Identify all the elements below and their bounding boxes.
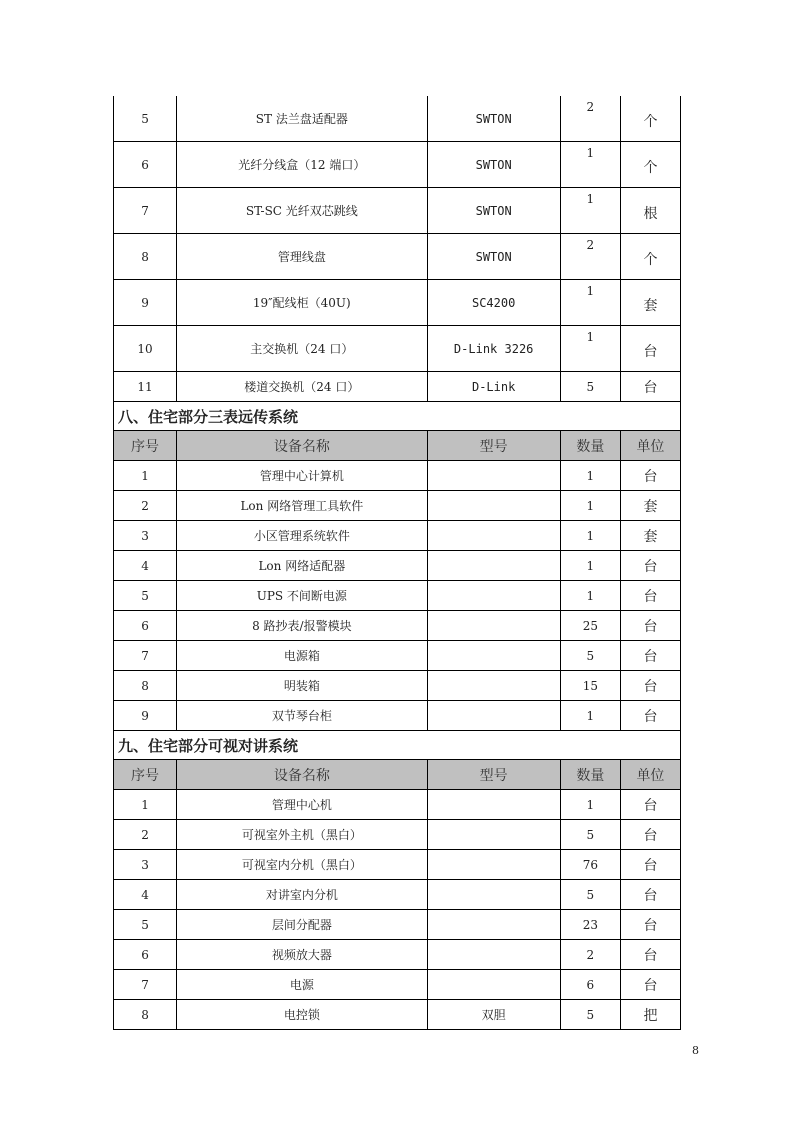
unit: 台 (620, 880, 680, 910)
table-row (114, 142, 681, 188)
unit: 台 (620, 372, 680, 402)
quantity: 1 (560, 790, 620, 820)
quantity: 1 (560, 581, 620, 611)
equipment-name: 视频放大器 (177, 940, 427, 970)
unit: 台 (620, 701, 680, 731)
column-header-no: 序号 (114, 760, 177, 790)
column-header-no: 序号 (114, 431, 177, 461)
quantity: 1 (560, 521, 620, 551)
unit: 台 (620, 611, 680, 641)
model: D-Link 3226 (427, 326, 560, 372)
unit: 台 (620, 551, 680, 581)
equipment-name: 对讲室内分机 (177, 880, 427, 910)
model (427, 641, 560, 671)
table-row (114, 611, 681, 641)
table-row (114, 820, 681, 850)
unit: 台 (620, 790, 680, 820)
equipment-name: 可视室外主机（黑白） (177, 820, 427, 850)
column-header-qty: 数量 (560, 760, 620, 790)
quantity: 1 (560, 142, 620, 188)
unit: 个 (620, 234, 680, 280)
unit: 台 (620, 820, 680, 850)
table-header-row (114, 760, 681, 790)
equipment-name: 电控锁 (177, 1000, 427, 1030)
table-row (114, 234, 681, 280)
column-header-unit: 单位 (620, 760, 680, 790)
row-number: 4 (114, 880, 177, 910)
model (427, 461, 560, 491)
equipment-name: 管理中心计算机 (177, 461, 427, 491)
table-header-row (114, 431, 681, 461)
model: 双胆 (427, 1000, 560, 1030)
unit: 套 (620, 491, 680, 521)
table-row (114, 491, 681, 521)
row-number: 5 (114, 96, 177, 142)
row-number: 6 (114, 611, 177, 641)
quantity: 25 (560, 611, 620, 641)
quantity: 23 (560, 910, 620, 940)
unit: 台 (620, 326, 680, 372)
model (427, 551, 560, 581)
row-number: 5 (114, 910, 177, 940)
row-number: 7 (114, 641, 177, 671)
row-number: 8 (114, 234, 177, 280)
equipment-name: 层间分配器 (177, 910, 427, 940)
row-number: 11 (114, 372, 177, 402)
table-row (114, 701, 681, 731)
quantity: 5 (560, 1000, 620, 1030)
table-row (114, 641, 681, 671)
unit: 台 (620, 970, 680, 1000)
table-row (114, 880, 681, 910)
quantity: 1 (560, 701, 620, 731)
table-row (114, 671, 681, 701)
row-number: 5 (114, 581, 177, 611)
quantity: 1 (560, 326, 620, 372)
quantity: 5 (560, 372, 620, 402)
row-number: 3 (114, 850, 177, 880)
column-header-model: 型号 (427, 760, 560, 790)
unit: 台 (620, 940, 680, 970)
model: SC4200 (427, 280, 560, 326)
column-header-name: 设备名称 (177, 760, 427, 790)
model (427, 910, 560, 940)
quantity: 5 (560, 820, 620, 850)
equipment-name: ST 法兰盘适配器 (177, 96, 427, 142)
row-number: 1 (114, 461, 177, 491)
equipment-name: 管理线盘 (177, 234, 427, 280)
table-row (114, 326, 681, 372)
model: SWTON (427, 96, 560, 142)
equipment-name: 电源 (177, 970, 427, 1000)
table-row (114, 970, 681, 1000)
model: SWTON (427, 142, 560, 188)
quantity: 2 (560, 940, 620, 970)
page-number: 8 (692, 1044, 699, 1057)
table-row (114, 461, 681, 491)
table-row (114, 96, 681, 142)
unit: 个 (620, 142, 680, 188)
equipment-name: 8 路抄表/报警模块 (177, 611, 427, 641)
model (427, 611, 560, 641)
unit: 套 (620, 280, 680, 326)
column-header-name: 设备名称 (177, 431, 427, 461)
row-number: 8 (114, 1000, 177, 1030)
model (427, 790, 560, 820)
quantity: 5 (560, 880, 620, 910)
row-number: 2 (114, 820, 177, 850)
quantity: 1 (560, 491, 620, 521)
column-header-model: 型号 (427, 431, 560, 461)
table-row (114, 521, 681, 551)
section-title-row (114, 731, 681, 760)
table-row (114, 188, 681, 234)
section-title-row (114, 402, 681, 431)
equipment-name: Lon 网络适配器 (177, 551, 427, 581)
model (427, 880, 560, 910)
model (427, 701, 560, 731)
row-number: 4 (114, 551, 177, 581)
table-row (114, 850, 681, 880)
row-number: 10 (114, 326, 177, 372)
equipment-name: 19″配线柜（40U) (177, 280, 427, 326)
table-row (114, 551, 681, 581)
quantity: 1 (560, 461, 620, 491)
row-number: 7 (114, 188, 177, 234)
model: SWTON (427, 234, 560, 280)
unit: 台 (620, 461, 680, 491)
model: D-Link (427, 372, 560, 402)
column-header-unit: 单位 (620, 431, 680, 461)
row-number: 2 (114, 491, 177, 521)
unit: 台 (620, 671, 680, 701)
unit: 把 (620, 1000, 680, 1030)
equipment-name: 管理中心机 (177, 790, 427, 820)
table-row (114, 280, 681, 326)
column-header-qty: 数量 (560, 431, 620, 461)
row-number: 9 (114, 701, 177, 731)
row-number: 9 (114, 280, 177, 326)
model: SWTON (427, 188, 560, 234)
quantity: 2 (560, 96, 620, 142)
equipment-name: 小区管理系统软件 (177, 521, 427, 551)
equipment-table (113, 96, 681, 1030)
table-row (114, 372, 681, 402)
model (427, 850, 560, 880)
equipment-name: UPS 不间断电源 (177, 581, 427, 611)
row-number: 1 (114, 790, 177, 820)
equipment-name: 明装箱 (177, 671, 427, 701)
row-number: 8 (114, 671, 177, 701)
row-number: 6 (114, 940, 177, 970)
unit: 个 (620, 96, 680, 142)
quantity: 1 (560, 280, 620, 326)
equipment-name: 光纤分线盒（12 端口） (177, 142, 427, 188)
row-number: 6 (114, 142, 177, 188)
model (427, 820, 560, 850)
equipment-name: 主交换机（24 口） (177, 326, 427, 372)
table-row (114, 940, 681, 970)
unit: 台 (620, 850, 680, 880)
unit: 台 (620, 641, 680, 671)
unit: 台 (620, 910, 680, 940)
model (427, 581, 560, 611)
row-number: 7 (114, 970, 177, 1000)
table-row (114, 790, 681, 820)
equipment-name: 楼道交换机（24 口） (177, 372, 427, 402)
model (427, 521, 560, 551)
unit: 台 (620, 581, 680, 611)
unit: 根 (620, 188, 680, 234)
quantity: 1 (560, 551, 620, 581)
model (427, 940, 560, 970)
quantity: 15 (560, 671, 620, 701)
quantity: 5 (560, 641, 620, 671)
section-title-meter-reading: 八、住宅部分三表远传系统 (114, 402, 681, 431)
section-title-video-intercom: 九、住宅部分可视对讲系统 (114, 731, 681, 760)
model (427, 491, 560, 521)
equipment-name: ST-SC 光纤双芯跳线 (177, 188, 427, 234)
equipment-name: 电源箱 (177, 641, 427, 671)
quantity: 2 (560, 234, 620, 280)
quantity: 6 (560, 970, 620, 1000)
table-row (114, 910, 681, 940)
row-number: 3 (114, 521, 177, 551)
equipment-name: 双节琴台柜 (177, 701, 427, 731)
table-row (114, 1000, 681, 1030)
model (427, 970, 560, 1000)
quantity: 1 (560, 188, 620, 234)
quantity: 76 (560, 850, 620, 880)
equipment-name: Lon 网络管理工具软件 (177, 491, 427, 521)
unit: 套 (620, 521, 680, 551)
table-row (114, 581, 681, 611)
equipment-name: 可视室内分机（黑白） (177, 850, 427, 880)
model (427, 671, 560, 701)
